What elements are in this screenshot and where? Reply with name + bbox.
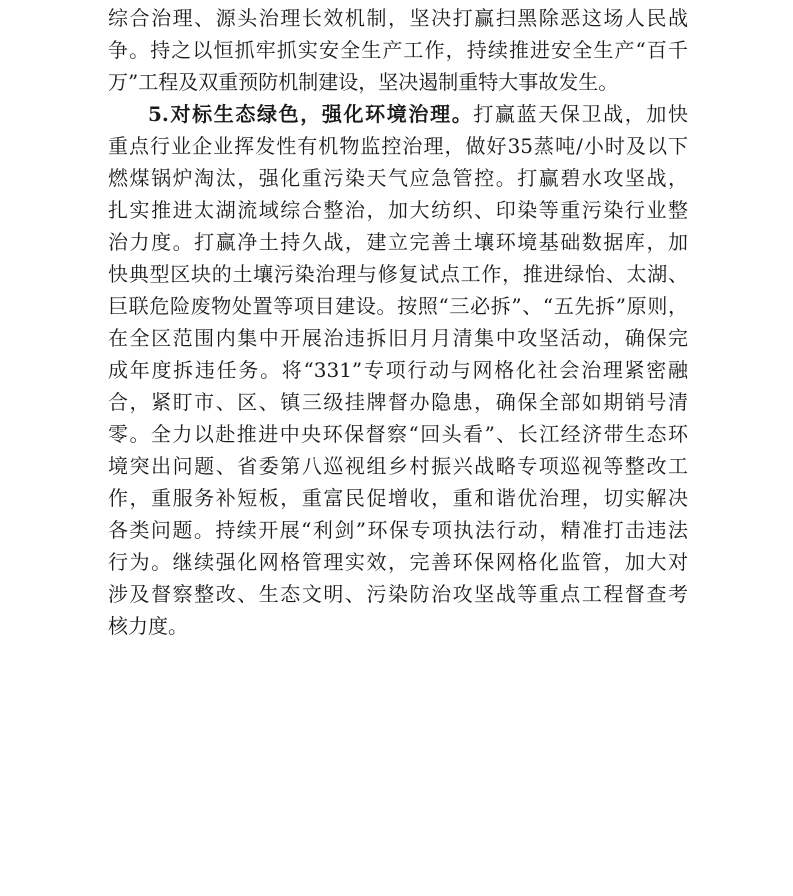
text-line: 在全区范围内集中开展治违拆旧月月清集中攻坚活动，确保完 bbox=[108, 326, 688, 350]
text-line: 成年度拆违任务。将“331”专项行动与网格化社会治理紧密融 bbox=[108, 358, 688, 382]
text-line: 治力度。打赢净土持久战，建立完善土壤环境基础数据库，加 bbox=[108, 230, 688, 254]
text-line: 合，紧盯市、区、镇三级挂牌督办隐患，确保全部如期销号清 bbox=[108, 390, 688, 414]
section-5-paragraph bbox=[108, 98, 688, 642]
text-line: 巨联危险废物处置等项目建设。按照“三必拆”、“五先拆”原则， bbox=[108, 294, 688, 318]
text-line: 万”工程及双重预防机制建设，坚决遏制重特大事故发生。 bbox=[108, 70, 619, 94]
text-line: 扎实推进太湖流域综合整治，加大纺织、印染等重污染行业整 bbox=[108, 198, 688, 222]
text-line: 作，重服务补短板，重富民促增收，重和谐优治理，切实解决 bbox=[108, 486, 688, 510]
text-line: 各类问题。持续开展“利剑”环保专项执法行动，精准打击违法 bbox=[108, 518, 688, 542]
text-line: 零。全力以赴推进中央环保督察“回头看”、长江经济带生态环 bbox=[108, 422, 688, 446]
text-line: 燃煤锅炉淘汰，强化重污染天气应急管控。打赢碧水攻坚战， bbox=[108, 166, 688, 190]
text-line: 涉及督察整改、生态文明、污染防治攻坚战等重点工程督查考 bbox=[108, 582, 688, 606]
text-line: 核力度。 bbox=[108, 614, 188, 638]
document-page bbox=[108, 2, 688, 642]
text-line: 境突出问题、省委第八巡视组乡村振兴战略专项巡视等整改工 bbox=[108, 454, 688, 478]
section-first-line-text: 打赢蓝天保卫战，加快 bbox=[473, 102, 688, 126]
previous-paragraph bbox=[108, 2, 688, 98]
text-line: 重点行业企业挥发性有机物监控治理，做好35蒸吨/小时及以下 bbox=[108, 134, 688, 158]
text-line: 争。持之以恒抓牢抓实安全生产工作，持续推进安全生产“百千 bbox=[108, 38, 688, 62]
text-line: 快典型区块的土壤污染治理与修复试点工作，推进绿怡、太湖、 bbox=[108, 262, 688, 286]
text-line: 综合治理、源头治理长效机制，坚决打赢扫黑除恶这场人民战 bbox=[108, 6, 688, 30]
section-first-line bbox=[108, 98, 688, 130]
section-heading: 5.对标生态绿色，强化环境治理。 bbox=[148, 102, 474, 126]
text-line: 行为。继续强化网格管理实效，完善环保网格化监管，加大对 bbox=[108, 550, 688, 574]
